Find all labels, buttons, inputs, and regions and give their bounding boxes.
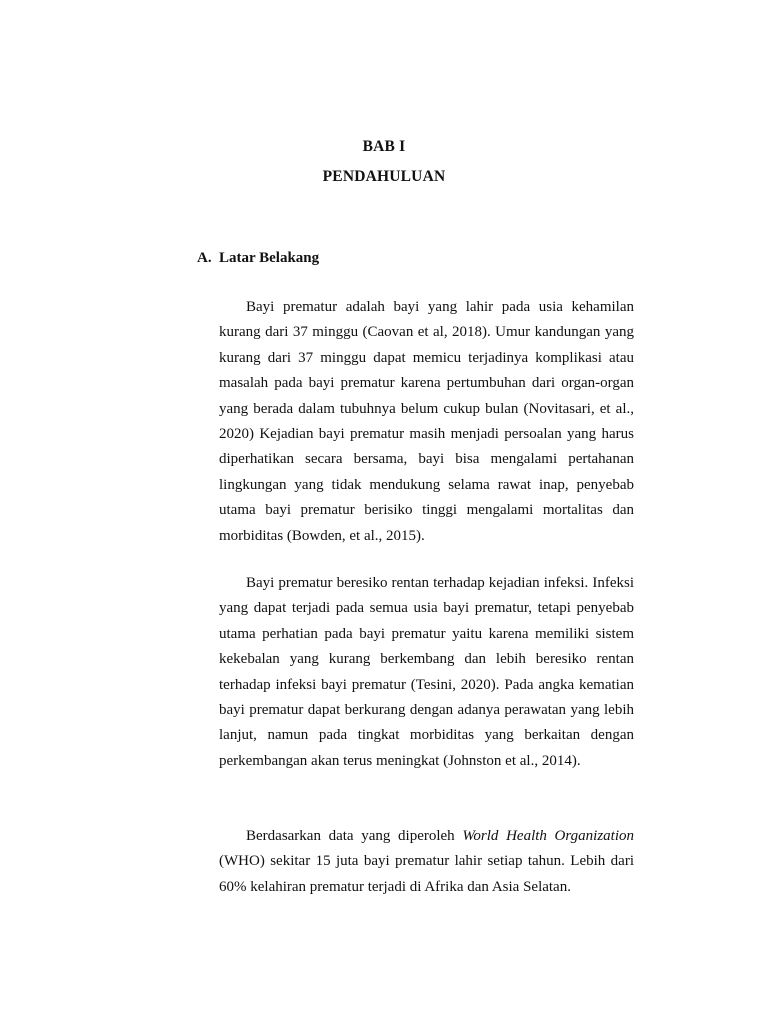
section-heading: [197, 250, 319, 267]
section-title: Latar Belakang: [219, 250, 320, 266]
section-letter: A.: [197, 250, 212, 266]
paragraph-3: [219, 824, 634, 900]
paragraph-3-text-end: (WHO) sekitar 15 juta bayi prematur lahir setiap tahun. Lebih dari 60% kelahiran prematur terjadi di Afrika dan Asia Selatan.: [219, 853, 634, 895]
paragraph-1: Bayi prematur adalah bayi yang lahir pada usia kehamilan kurang dari 37 minggu (Caovan et al, 2018). Umur kandungan yang kurang dari 37 minggu dapat memicu terjadinya komplikasi atau masalah pada bayi prematur karena pertumbuhan dari organ-organ yang berada dalam tubuhnya belum cukup bulan (Novitasari, et al., 2020) Kejadian bayi prematur masih menjadi persoalan yang harus diperhatikan secara bersama, bayi bisa mengalami pertahanan lingkungan yang tidak mendukung selama rawat inap, penyebab utama bayi prematur berisiko tinggi mengalami mortalitas dan morbiditas (Bowden, et al., 2015).: [219, 299, 634, 544]
paragraph-3-italic-term: World Health Organization: [462, 828, 634, 844]
chapter-title: PENDAHULUAN: [322, 168, 446, 185]
chapter-number: BAB I: [362, 138, 406, 155]
paragraph-2: Bayi prematur beresiko rentan terhadap kejadian infeksi. Infeksi yang dapat terjadi pada semua usia bayi prematur, tetapi penyebab utama perhatian pada bayi prematur yaitu karena memiliki sistem kekebalan yang kurang berkembang dan lebih beresiko rentan terhadap infeksi bayi prematur (Tesini, 2020). Pada angka kematian bayi prematur dapat berkurang dengan adanya perawatan yang lebih lanjut, namun pada tingkat morbiditas yang berkaitan dengan perkembangan akan terus meningkat (Johnston et al., 2014).: [219, 575, 634, 769]
paragraph-3-text-start: Berdasarkan data yang diperoleh: [246, 828, 463, 844]
